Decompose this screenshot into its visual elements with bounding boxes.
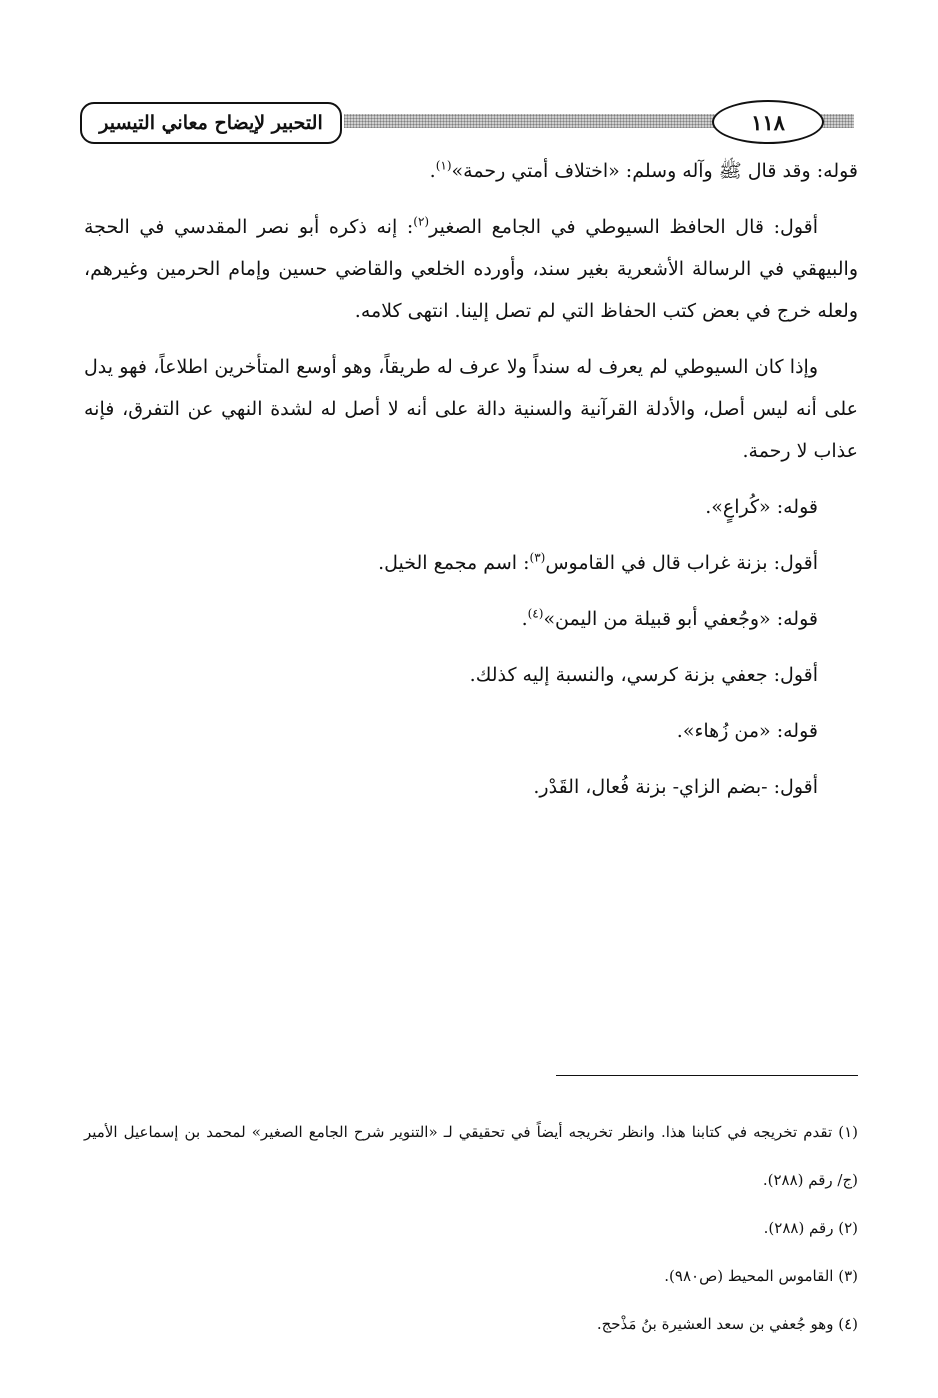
paragraph: أقول: قال الحافظ السيوطي في الجامع الصغير$^{(٢)}$: إنه ذكره أبو نصر المقدسي في الحجة والبيهقي في الرسالة الأشعرية بغير سند، وأورده الخلعي والقاضي حسين وإمام الحرمين وغيرهم، ولعله خرج في بعض كتب الحفاظ التي لم تصل إلينا. انتهى كلامه. — [84, 214, 858, 322]
paragraph: قوله: «كُراعٍ». — [705, 496, 818, 518]
running-header — [80, 98, 858, 146]
book-title: التحبير لإيضاح معاني التيسير — [80, 102, 342, 144]
paragraph: قوله: «وجُعفي أبو قبيلة من اليمن»$^{(٤)}$. — [521, 606, 818, 630]
paragraph: أقول: بزنة غراب قال في القاموس$^{(٣)}$: اسم مجمع الخيل. — [378, 550, 818, 574]
footnote-ref[interactable]: (٢) — [413, 214, 430, 229]
paragraph: قوله: وقد قال ﷺ وآله وسلم: «اختلاف أمتي رحمة»$^{(١)}$. — [429, 158, 858, 182]
footnote: (٤) وهو جُعفي بن سعد العشيرة بنُ مَذْحج. — [596, 1315, 858, 1333]
footnote: (٣) القاموس المحيط (ص٩٨٠). — [664, 1267, 858, 1285]
main-text — [84, 150, 858, 808]
footnote: (١) تقدم تخريجه في كتابنا هذا. وانظر تخريجه أيضاً في تحقيقي لـ «التنوير شرح الجامع الصغير» لمحمد بن إسماعيل الأمير (ج/ رقم (٢٨٨). — [84, 1123, 858, 1189]
footnote-separator — [556, 1075, 858, 1076]
footnotes — [84, 1108, 858, 1348]
page-number: ١١٨ — [712, 100, 824, 144]
paragraph: أقول: -بضم الزاي- بزنة فُعال، القَدْر. — [533, 776, 818, 798]
footnote-ref[interactable]: (١) — [435, 158, 452, 173]
paragraph: قوله: «من زُهاء». — [676, 720, 818, 742]
footnote-ref[interactable]: (٤) — [527, 606, 544, 621]
paragraph: أقول: جعفي بزنة كرسي، والنسبة إليه كذلك. — [469, 664, 818, 686]
footnote-ref[interactable]: (٣) — [529, 550, 546, 565]
paragraph: وإذا كان السيوطي لم يعرف له سنداً ولا عرف له طريقاً، وهو أوسع المتأخرين اطلاعاً، فهو يدل على أنه ليس أصل، والأدلة القرآنية والسنية دالة على أنه لا أصل له لشدة النهي عن التفرق، فإنه عذاب لا رحمة. — [84, 356, 858, 462]
footnote: (٢) رقم (٢٨٨). — [763, 1219, 858, 1237]
